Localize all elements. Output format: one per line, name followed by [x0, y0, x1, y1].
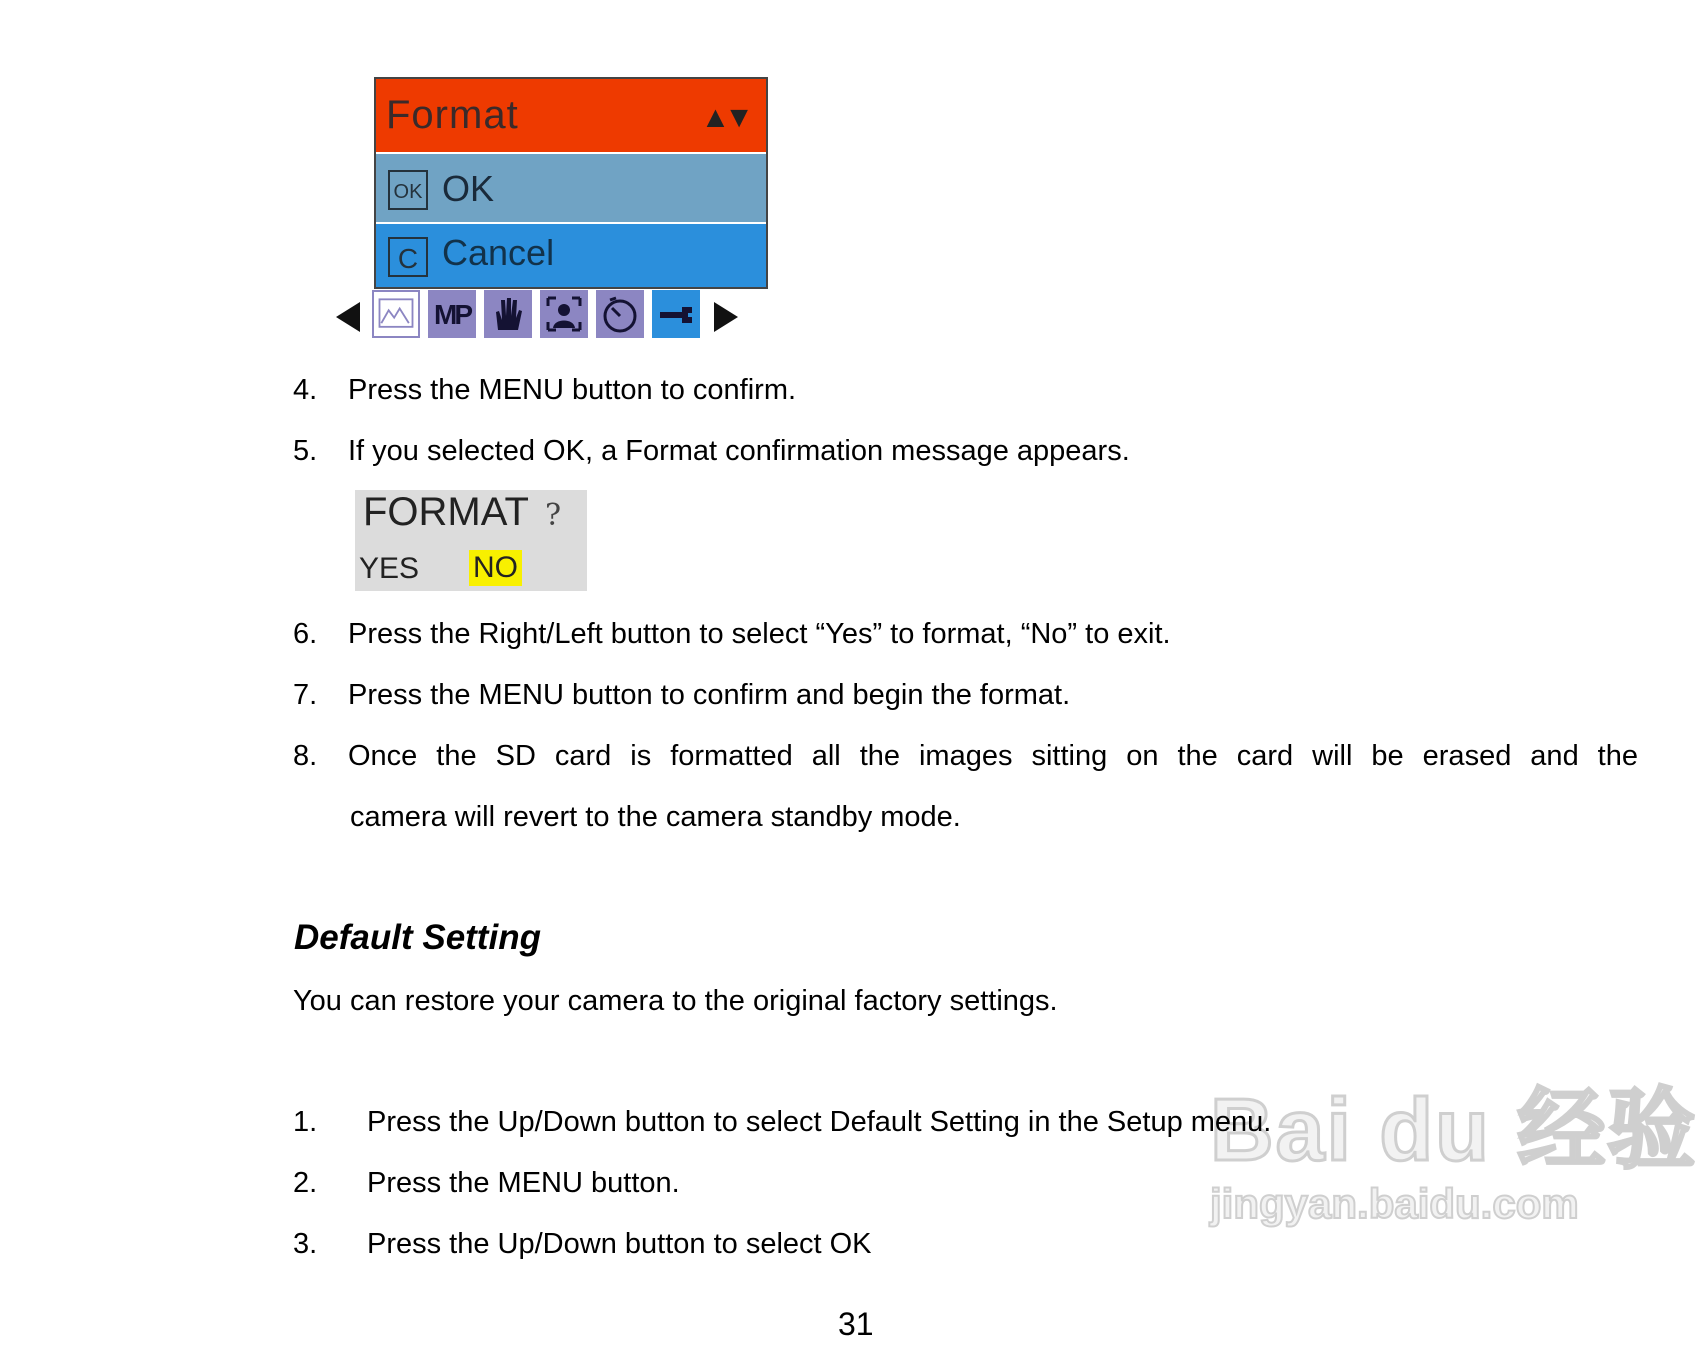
step-text-continued: camera will revert to the camera standby mode.	[350, 801, 961, 833]
confirm-title: FORMAT	[363, 490, 529, 534]
menu-option-cancel	[376, 224, 766, 287]
face-icon	[540, 290, 588, 338]
setup-icon	[652, 290, 700, 338]
step-number: 1.	[293, 1106, 318, 1138]
image-icon	[372, 290, 420, 338]
cancel-label: Cancel	[442, 232, 555, 273]
step-text: Press the Up/Down button to select Default Setting in the Setup menu.	[367, 1106, 1272, 1138]
ok-key-icon: OK	[388, 170, 428, 210]
step-number: 6.	[293, 618, 318, 650]
menu-header	[376, 79, 766, 152]
menu-title: Format	[386, 93, 519, 137]
step-text: Press the MENU button to confirm.	[348, 374, 797, 406]
section-intro: You can restore your camera to the original factory settings.	[293, 985, 1058, 1017]
menu-option-ok	[376, 154, 766, 222]
step-text: If you selected OK, a Format confirmation message appears.	[348, 435, 1130, 467]
confirm-question-mark: ?	[545, 498, 562, 533]
timer-icon	[596, 290, 644, 338]
menu-tab-bar	[336, 290, 746, 340]
baidu-watermark	[1210, 1060, 1697, 1228]
section-heading: Default Setting	[294, 918, 541, 957]
step-text: Press the MENU button to confirm and begin the format.	[348, 679, 1071, 711]
step-number: 5.	[293, 435, 318, 467]
format-menu-screen	[374, 77, 768, 289]
mp-icon: MP	[428, 290, 476, 338]
confirm-yes-option: YES	[359, 552, 420, 585]
format-confirm-screen	[355, 490, 587, 591]
step-text: Press the Up/Down button to select OK	[367, 1228, 872, 1260]
step-text: Press the MENU button.	[367, 1167, 680, 1199]
watermark-url: jingyan.baidu.com	[1210, 1180, 1579, 1227]
step-text: Press the Right/Left button to select “Yes” to format, “No” to exit.	[348, 618, 1171, 650]
step-number: 4.	[293, 374, 318, 406]
step-text: Once the SD card is formatted all the images sitting on the card will be erased and the	[348, 740, 1638, 772]
confirm-no-option: NO	[469, 550, 522, 586]
step-number: 7.	[293, 679, 318, 711]
watermark-brand: Bai du 经验	[1210, 1080, 1698, 1179]
page-number: 31	[838, 1306, 874, 1342]
cancel-key-icon: C	[388, 237, 428, 277]
left-arrow-icon	[336, 302, 360, 332]
step-number: 2.	[293, 1167, 318, 1199]
step-number: 3.	[293, 1228, 318, 1260]
up-down-arrows-icon: ▲▼	[700, 101, 748, 134]
right-arrow-icon	[714, 302, 738, 332]
ok-label: OK	[442, 168, 495, 209]
hand-icon	[484, 290, 532, 338]
step-number: 8.	[293, 740, 318, 772]
